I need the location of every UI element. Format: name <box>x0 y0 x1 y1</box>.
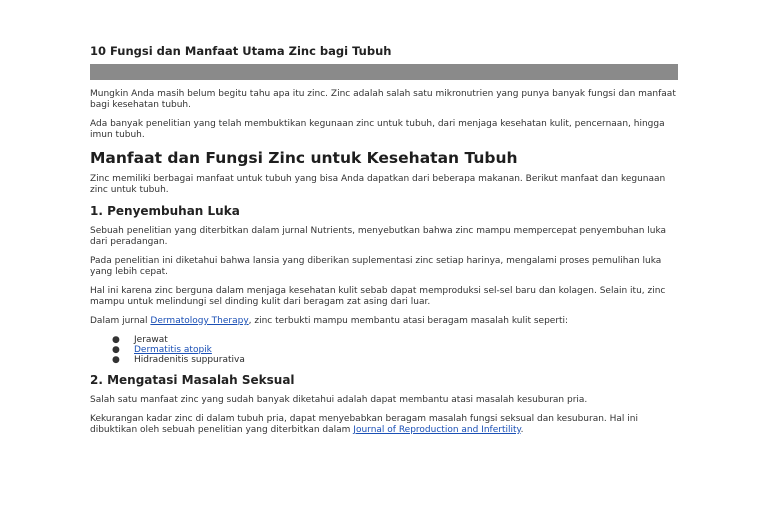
header-gray-bar <box>90 64 678 80</box>
sub2-p2-suffix: . <box>520 425 524 435</box>
section-intro-paragraph: Zinc memiliki berbagai manfaat untuk tubuh yang bisa Anda dapatkan dari beberapa makanan. Berikut manfaat dan kegunaan zinc untuk tubuh. <box>90 174 666 195</box>
subheading-masalah-seksual: 2. Mengatasi Masalah Seksual <box>90 373 295 387</box>
list-item <box>112 345 678 355</box>
sub2-paragraph-1: Salah satu manfaat zinc yang sudah banyak diketahui adalah dapat membantu atasi masalah kesuburan pria. <box>90 395 588 405</box>
bullet-icon: ● <box>112 355 120 365</box>
sub2-paragraph-2 <box>90 414 678 436</box>
dermatitis-atopik-link[interactable]: Dermatitis atopik <box>134 345 212 355</box>
bullet-icon: ● <box>112 335 120 345</box>
skin-conditions-list <box>90 335 678 365</box>
intro-paragraph-1: Mungkin Anda masih belum begitu tahu apa itu zinc. Zinc adalah salah satu mikronutrien yang punya banyak fungsi dan manfaat bagi kesehatan tubuh. <box>90 89 676 110</box>
journal-suffix: , zinc terbukti mampu membantu atasi beragam masalah kulit seperti: <box>248 316 569 326</box>
subheading-penyembuhan-luka: 1. Penyembuhan Luka <box>90 204 240 218</box>
section-heading: Manfaat dan Fungsi Zinc untuk Kesehatan Tubuh <box>90 149 518 167</box>
document-title: 10 Fungsi dan Manfaat Utama Zinc bagi Tubuh <box>90 44 392 58</box>
sub1-paragraph-1: Sebuah penelitian yang diterbitkan dalam jurnal Nutrients, menyebutkan bahwa zinc mampu mempercepat penyembuhan luka dari peradangan. <box>90 226 667 247</box>
bullet-icon: ● <box>112 345 120 355</box>
intro-paragraph-2: Ada banyak penelitian yang telah membuktikan kegunaan zinc untuk tubuh, dari menjaga kesehatan kulit, pencernaan, hingga imun tubuh. <box>90 119 665 140</box>
list-item <box>112 355 678 365</box>
sub1-paragraph-3: Hal ini karena zinc berguna dalam menjaga kesehatan kulit sebab dapat memproduksi sel-sel baru dan kolagen. Selain itu, zinc mampu untuk melindungi sel dinding kulit dari beragam zat asing dari luar. <box>90 286 666 307</box>
list-item <box>112 335 678 345</box>
sub2-p2-prefix: Kekurangan kadar zinc di dalam tubuh pria, dapat menyebabkan beragam masalah fungsi seksual dan kesuburan. Hal ini dibuktikan oleh sebuah penelitian yang diterbitkan dalam <box>90 414 638 435</box>
sub1-paragraph-2: Pada penelitian ini diketahui bahwa lansia yang diberikan suplementasi zinc setiap harinya, mengalami proses pemulihan luka yang lebih cepat. <box>90 256 662 277</box>
list-item-text: Hidradenitis suppurativa <box>134 355 245 365</box>
dermatology-therapy-link[interactable]: Dermatology Therapy <box>150 316 249 326</box>
journal-prefix: Dalam jurnal <box>90 316 151 326</box>
journal-reproduction-link[interactable]: Journal of Reproduction and Infertility <box>353 425 521 435</box>
article-content <box>90 44 678 444</box>
journal-paragraph <box>90 316 678 327</box>
list-item-text: Jerawat <box>134 335 168 345</box>
